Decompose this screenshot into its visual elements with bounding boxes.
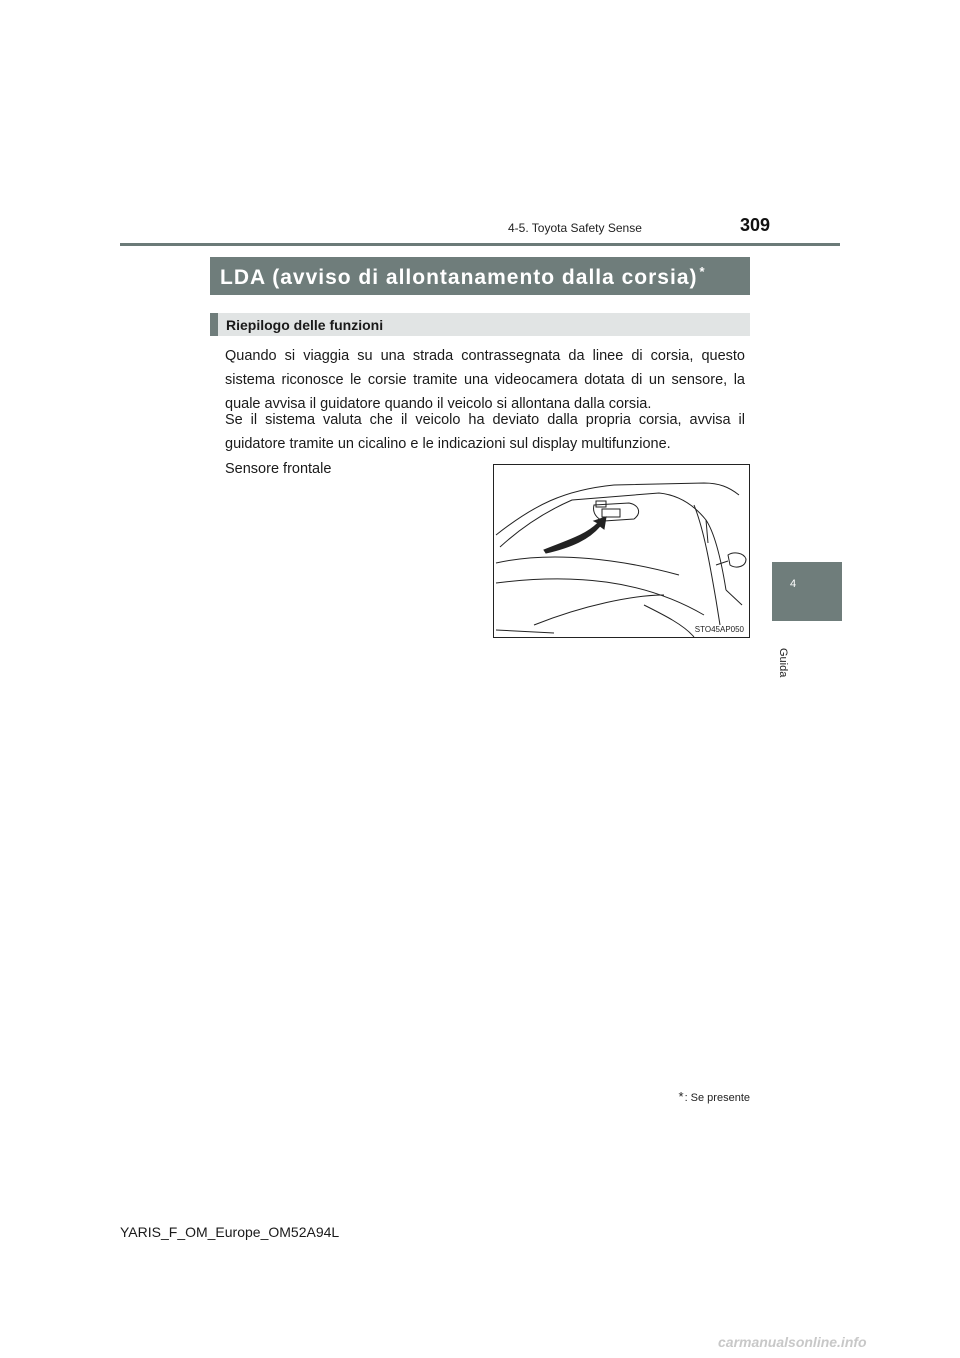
front-sensor-illustration [493,464,750,638]
illustration-code: STO45AP050 [694,625,744,634]
section-header: 4-5. Toyota Safety Sense [508,221,642,235]
chapter-tab [772,562,842,621]
subheading: Riepilogo delle funzioni [226,317,384,333]
page-number: 309 [740,215,771,235]
footnote [679,1089,751,1104]
windshield-drawing [494,465,750,638]
footnote-text: : Se presente [684,1092,750,1104]
subheading-bar [210,313,750,336]
header-divider [120,243,840,246]
illustration-caption: Sensore frontale [225,461,332,477]
section-title [220,264,706,290]
watermark: carmanualsonline.info [718,1334,867,1350]
paragraph-warning: Se il sistema valuta che il veicolo ha deviato dalla propria corsia, avvisa il guidatore tramite un cicalino e le indicazioni sul display multifunzione. [225,412,745,452]
chapter-number: 4 [789,578,797,590]
document-code: YARIS_F_OM_Europe_OM52A94L [120,1224,340,1240]
chapter-label: Guida [777,648,789,678]
subheading-accent [210,313,218,336]
paragraph-description: Quando si viaggia su una strada contrassegnata da linee di corsia, questo sistema riconosce le corsie tramite una videocamera dotata di un sensore, la quale avvisa il guidatore quando il veicolo si allontana dalla corsia. [225,348,745,412]
section-title-bar [210,257,750,295]
pointer-arrow-icon [544,517,606,553]
footnote-asterisk-icon: * [678,1089,684,1104]
title-asterisk-icon: * [699,264,706,279]
section-title-text: LDA (avviso di allontanamento dalla corsia) [220,266,698,289]
